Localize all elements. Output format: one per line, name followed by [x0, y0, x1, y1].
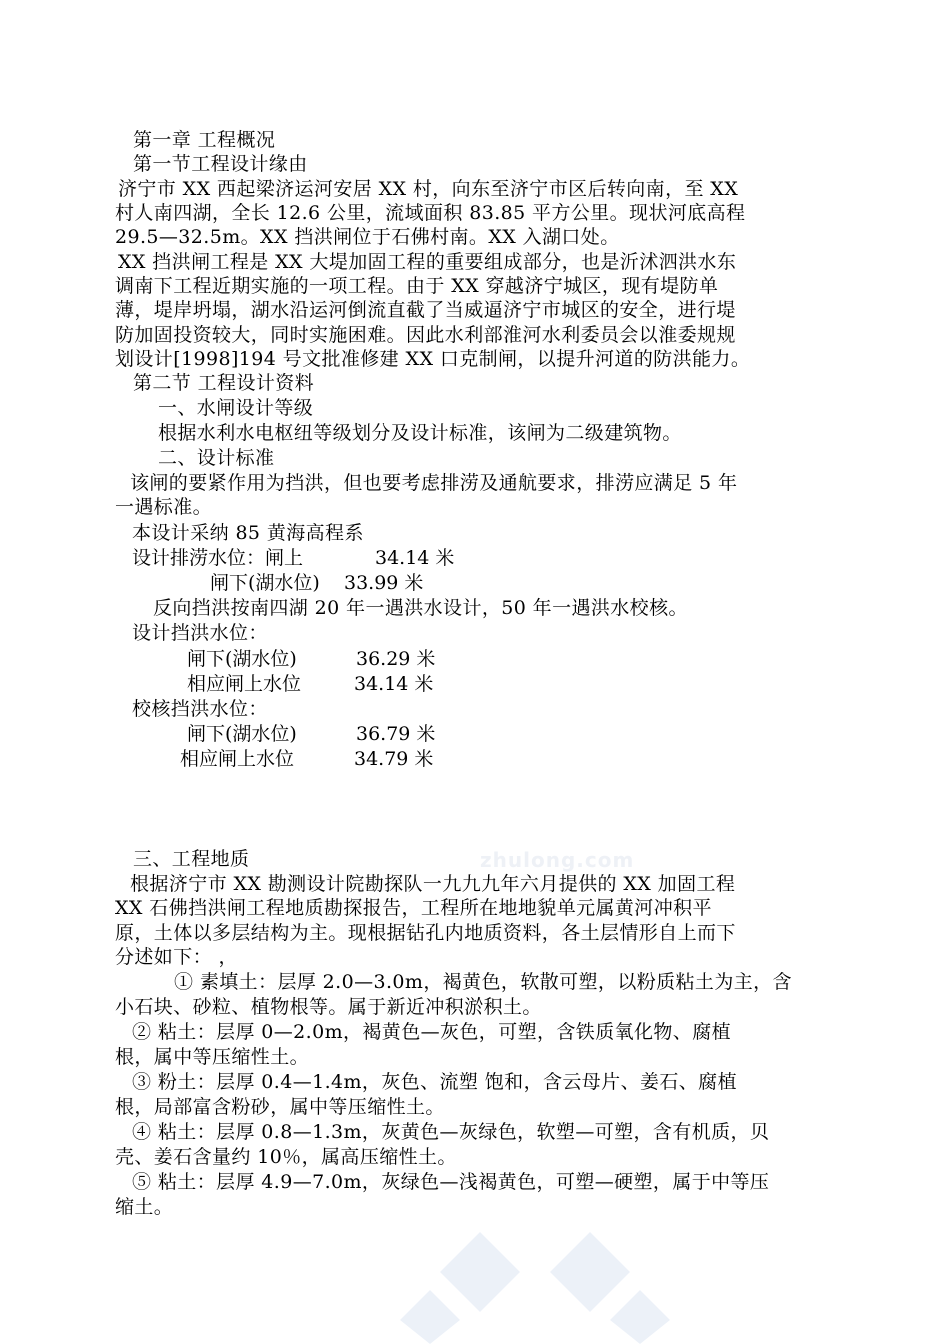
- paragraph-line: 一遇标准。: [115, 496, 213, 518]
- paragraph-line: 划设计[1998]194 号文批准修建 XX 口克制闸，以提升河道的防洪能力。: [115, 348, 751, 370]
- section-title: 第一节工程设计缘由: [133, 153, 308, 175]
- subsection-title: 二、设计标准: [158, 447, 275, 469]
- soil-layer-line: 根，局部富含粉砂，属中等压缩性土。: [115, 1096, 445, 1118]
- check-level-up-label: 相应闸上水位: [180, 748, 295, 770]
- check-level-down-label: 闸下(湖水位): [187, 723, 297, 745]
- subsection-title: 一、水闸设计等级: [158, 397, 314, 419]
- chapter-title: 第一章 工程概况: [133, 129, 276, 151]
- paragraph-line: 分述如下： ，: [115, 946, 238, 968]
- soil-layer-line: ③ 粉土：层厚 0.4—1.4m，灰色、流塑 饱和，含云母片、姜石、腐植: [132, 1071, 737, 1093]
- paragraph-line: 根据水利水电枢纽等级划分及设计标准，该闸为二级建筑物。: [158, 422, 682, 444]
- soil-layer-line: ② 粘土：层厚 0—2.0m，褐黄色—灰色，可塑，含铁质氧化物、腐植: [132, 1021, 732, 1043]
- design-level-heading: 设计挡洪水位：: [132, 622, 268, 644]
- paragraph-line: 村人南四湖，全长 12.6 公里，流域面积 83.85 平方公里。现状河底高程: [115, 202, 746, 224]
- design-level-up-value: 34.14 米: [354, 673, 434, 695]
- paragraph-line: 该闸的要紧作用为挡洪，但也要考虑排涝及通航要求，排涝应满足 5 年: [130, 472, 738, 494]
- paragraph-line: XX 石佛挡洪闸工程地质勘探报告，工程所在地地貌单元属黄河冲积平: [115, 897, 712, 919]
- soil-layer-line: ④ 粘土：层厚 0.8—1.3m，灰黄色—灰绿色，软塑—可塑，含有机质，贝: [132, 1121, 770, 1143]
- paragraph-line: 原，土体以多层结构为主。现根据钻孔内地质资料，各土层情形自上而下: [115, 922, 736, 944]
- paragraph-line: 防加固投资较大，同时实施困难。因此水利部淮河水利委员会以淮委规规: [115, 324, 736, 346]
- drain-level-up-value: 34.14 米: [375, 547, 455, 569]
- paragraph-line: 29.5—32.5m。XX 挡洪闸位于石佛村南。XX 入湖口处。: [115, 226, 620, 248]
- paragraph-line: 调南下工程近期实施的一项工程。由于 XX 穿越济宁城区，现有堤防单: [115, 275, 719, 297]
- check-level-down-value: 36.79 米: [356, 723, 436, 745]
- paragraph-line: 薄，堤岸坍塌，湖水沿运河倒流直截了当威逼济宁市城区的安全，进行堤: [115, 299, 736, 321]
- soil-layer-line: ① 素填土：层厚 2.0—3.0m，褐黄色，软散可塑，以粉质粘土为主，含: [174, 971, 792, 993]
- drain-level-down-value: 33.99 米: [344, 572, 424, 594]
- soil-layer-line: ⑤ 粘土：层厚 4.9—7.0m，灰绿色—浅褐黄色，可塑—硬塑，属于中等压: [132, 1171, 770, 1193]
- check-level-heading: 校核挡洪水位：: [132, 698, 268, 720]
- soil-layer-line: 壳、姜石含量约 10％，属高压缩性土。: [115, 1146, 457, 1168]
- paragraph-line: 本设计采纳 85 黄海高程系: [132, 522, 364, 544]
- section-title: 第二节 工程设计资料: [133, 372, 315, 394]
- check-level-up-value: 34.79 米: [354, 748, 434, 770]
- paragraph-line: 反向挡洪按南四湖 20 年一遇洪水设计，50 年一遇洪水校核。: [153, 597, 688, 619]
- paragraph-line: 根据济宁市 XX 勘测设计院勘探队一九九九年六月提供的 XX 加固工程: [130, 873, 736, 895]
- drain-level-down-label: 闸下(湖水位): [210, 572, 320, 594]
- design-level-up-label: 相应闸上水位: [187, 673, 302, 695]
- drain-level-label: 设计排涝水位：闸上: [132, 547, 304, 569]
- design-level-down-label: 闸下(湖水位): [187, 648, 297, 670]
- paragraph-line: XX 挡洪闸工程是 XX 大堤加固工程的重要组成部分，也是沂沭泗洪水东: [118, 251, 737, 273]
- soil-layer-line: 缩土。: [115, 1196, 174, 1218]
- paragraph-line: 济宁市 XX 西起梁济运河安居 XX 村，向东至济宁市区后转向南，至 XX: [118, 178, 739, 200]
- design-level-down-value: 36.29 米: [356, 648, 436, 670]
- watermark-text: zhulong.com: [480, 848, 635, 872]
- soil-layer-line: 根，属中等压缩性土。: [115, 1046, 310, 1068]
- subsection-title: 三、工程地质: [133, 848, 250, 870]
- soil-layer-line: 小石块、砂粒、植物根等。属于新近冲积淤积土。: [115, 996, 542, 1018]
